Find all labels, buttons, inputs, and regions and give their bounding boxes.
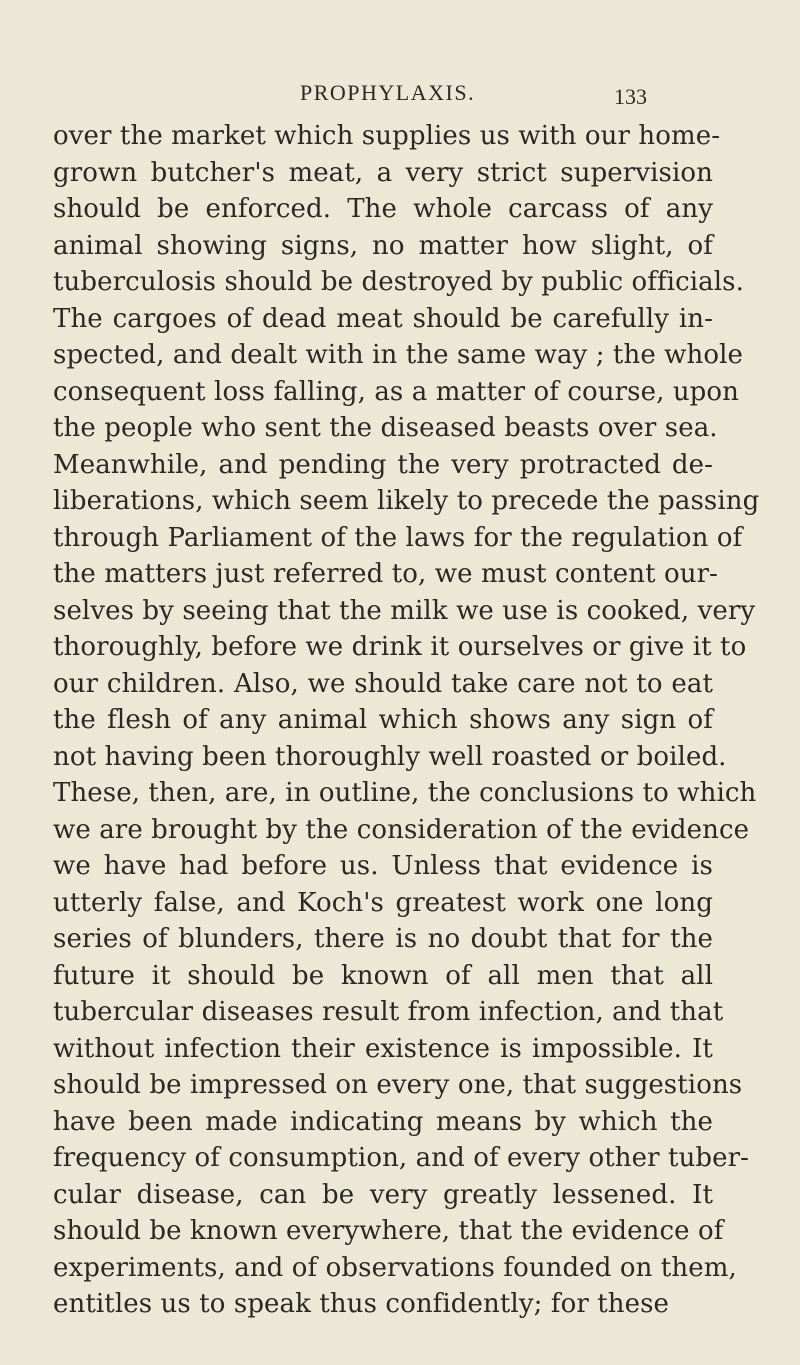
text-line: should be enforced. The whole carcass of any <box>53 194 713 224</box>
text-line: the people who sent the diseased beasts over sea. <box>53 413 718 443</box>
text-line: future it should be known of all men that all <box>53 960 713 991</box>
text-line: through Parliament of the laws for the regulation of <box>53 522 743 553</box>
body-text <box>53 118 760 1323</box>
page-number: 133 <box>614 84 647 109</box>
text-line: thoroughly, before we drink it ourselves or give it to <box>53 632 747 662</box>
text-line: animal showing signs, no matter how slight, of <box>53 230 713 261</box>
text-line: These, then, are, in outline, the conclusions to which <box>53 778 757 808</box>
text-line: the flesh of any animal which shows any sign of <box>53 705 713 735</box>
running-head <box>0 80 800 110</box>
text-line: experiments, and of observations founded on them, <box>53 1252 737 1283</box>
text-line: entitles us to speak thus confidently; for these <box>53 1289 670 1319</box>
text-line: frequency of consumption, and of every other tuber- <box>53 1143 750 1173</box>
text-line: series of blunders, there is no doubt that for the <box>53 924 713 954</box>
text-line: utterly false, and Koch's greatest work one long <box>53 887 713 918</box>
text-line: have been made indicating means by which the <box>53 1106 713 1137</box>
text-line: liberations, which seem likely to precede the passing <box>53 486 760 516</box>
text-line: consequent loss falling, as a matter of course, upon <box>53 376 740 407</box>
running-title: PROPHYLAXIS. <box>300 80 476 105</box>
text-line: The cargoes of dead meat should be carefully in- <box>53 303 713 334</box>
text-line: should be impressed on every one, that suggestions <box>53 1070 743 1100</box>
text-line: tuberculosis should be destroyed by public officials. <box>53 267 744 297</box>
text-line: grown butcher's meat, a very strict supervision <box>53 157 713 188</box>
text-line: selves by seeing that the milk we use is cooked, very <box>53 595 756 626</box>
text-line: the matters just referred to, we must content our- <box>53 559 719 589</box>
text-line: our children. Also, we should take care not to eat <box>53 668 713 699</box>
text-line: we have had before us. Unless that evidence is <box>53 851 713 881</box>
text-line: we are brought by the consideration of the evidence <box>53 814 750 845</box>
text-line: over the market which supplies us with our home- <box>53 121 721 151</box>
text-line: not having been thoroughly well roasted or boiled. <box>53 741 727 772</box>
text-line: tubercular diseases result from infection, and that <box>53 997 724 1027</box>
text-line: Meanwhile, and pending the very protracted de- <box>53 449 713 480</box>
text-line: cular disease, can be very greatly lessened. It <box>53 1179 713 1210</box>
text-line: should be known everywhere, that the evidence of <box>53 1216 724 1246</box>
text-line: without infection their existence is impossible. It <box>53 1033 713 1064</box>
text-line: spected, and dealt with in the same way ; the whole <box>53 340 744 370</box>
